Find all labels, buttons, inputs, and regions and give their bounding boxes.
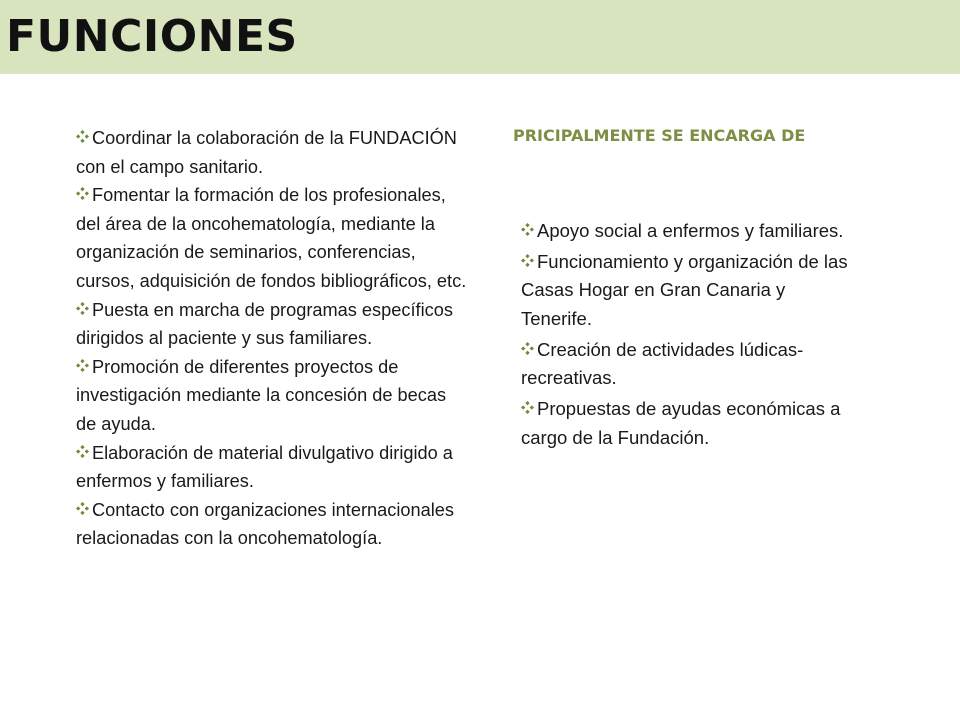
list-item <box>76 496 468 553</box>
diamond-bullet-icon <box>76 187 89 200</box>
diamond-bullet-icon <box>521 401 534 414</box>
list-item-text: Apoyo social a enfermos y familiares. <box>537 220 844 241</box>
list-item <box>76 181 468 295</box>
diamond-bullet-icon <box>76 130 89 143</box>
diamond-bullet-icon <box>76 502 89 515</box>
diamond-bullet-icon <box>76 445 89 458</box>
diamond-bullet-icon <box>76 359 89 372</box>
diamond-bullet-icon <box>521 342 534 355</box>
functions-list <box>76 124 468 553</box>
list-item <box>521 395 858 452</box>
list-item-text: Contacto con organizaciones internacionales relacionadas con la oncohematología. <box>76 499 454 549</box>
list-item-text: Funcionamiento y organización de las Casas Hogar en Gran Canaria y Tenerife. <box>521 251 848 329</box>
list-item-text: Promoción de diferentes proyectos de investigación mediante la concesión de becas de ayuda. <box>76 356 447 434</box>
list-item <box>76 124 468 181</box>
list-item <box>521 248 858 333</box>
list-item-text: Creación de actividades lúdicas-recreativas. <box>521 338 804 389</box>
right-column <box>513 124 858 455</box>
list-item-text: Puesta en marcha de programas específicos dirigidos al paciente y sus familiares. <box>76 299 453 349</box>
diamond-bullet-icon <box>521 223 534 236</box>
list-item <box>76 439 468 496</box>
list-item <box>521 217 858 245</box>
list-item-text: Coordinar la colaboración de la FUNDACIÓN con el campo sanitario. <box>76 128 457 177</box>
left-column <box>76 124 468 553</box>
list-item-text: Elaboración de material divulgativo dirigido a enfermos y familiares. <box>76 442 453 492</box>
section-heading: PRICIPALMENTE SE ENCARGA DE <box>513 126 806 145</box>
diamond-bullet-icon <box>521 254 534 267</box>
list-item <box>521 336 858 393</box>
title-bar <box>0 0 960 74</box>
responsibilities-list <box>521 217 858 452</box>
responsibilities-list-wrapper <box>513 217 858 452</box>
list-item-text: Fomentar la formación de los profesionales, del área de la oncohematología, mediante la organización de seminarios, conferencias, cursos, adquisición de fondos bibliográficos, etc. <box>76 185 467 291</box>
slide-title: FUNCIONES <box>6 11 298 62</box>
list-item <box>76 296 468 353</box>
list-item <box>76 353 468 439</box>
list-item-text: Propuestas de ayudas económicas a cargo de la Fundación. <box>521 398 841 448</box>
diamond-bullet-icon <box>76 302 89 315</box>
